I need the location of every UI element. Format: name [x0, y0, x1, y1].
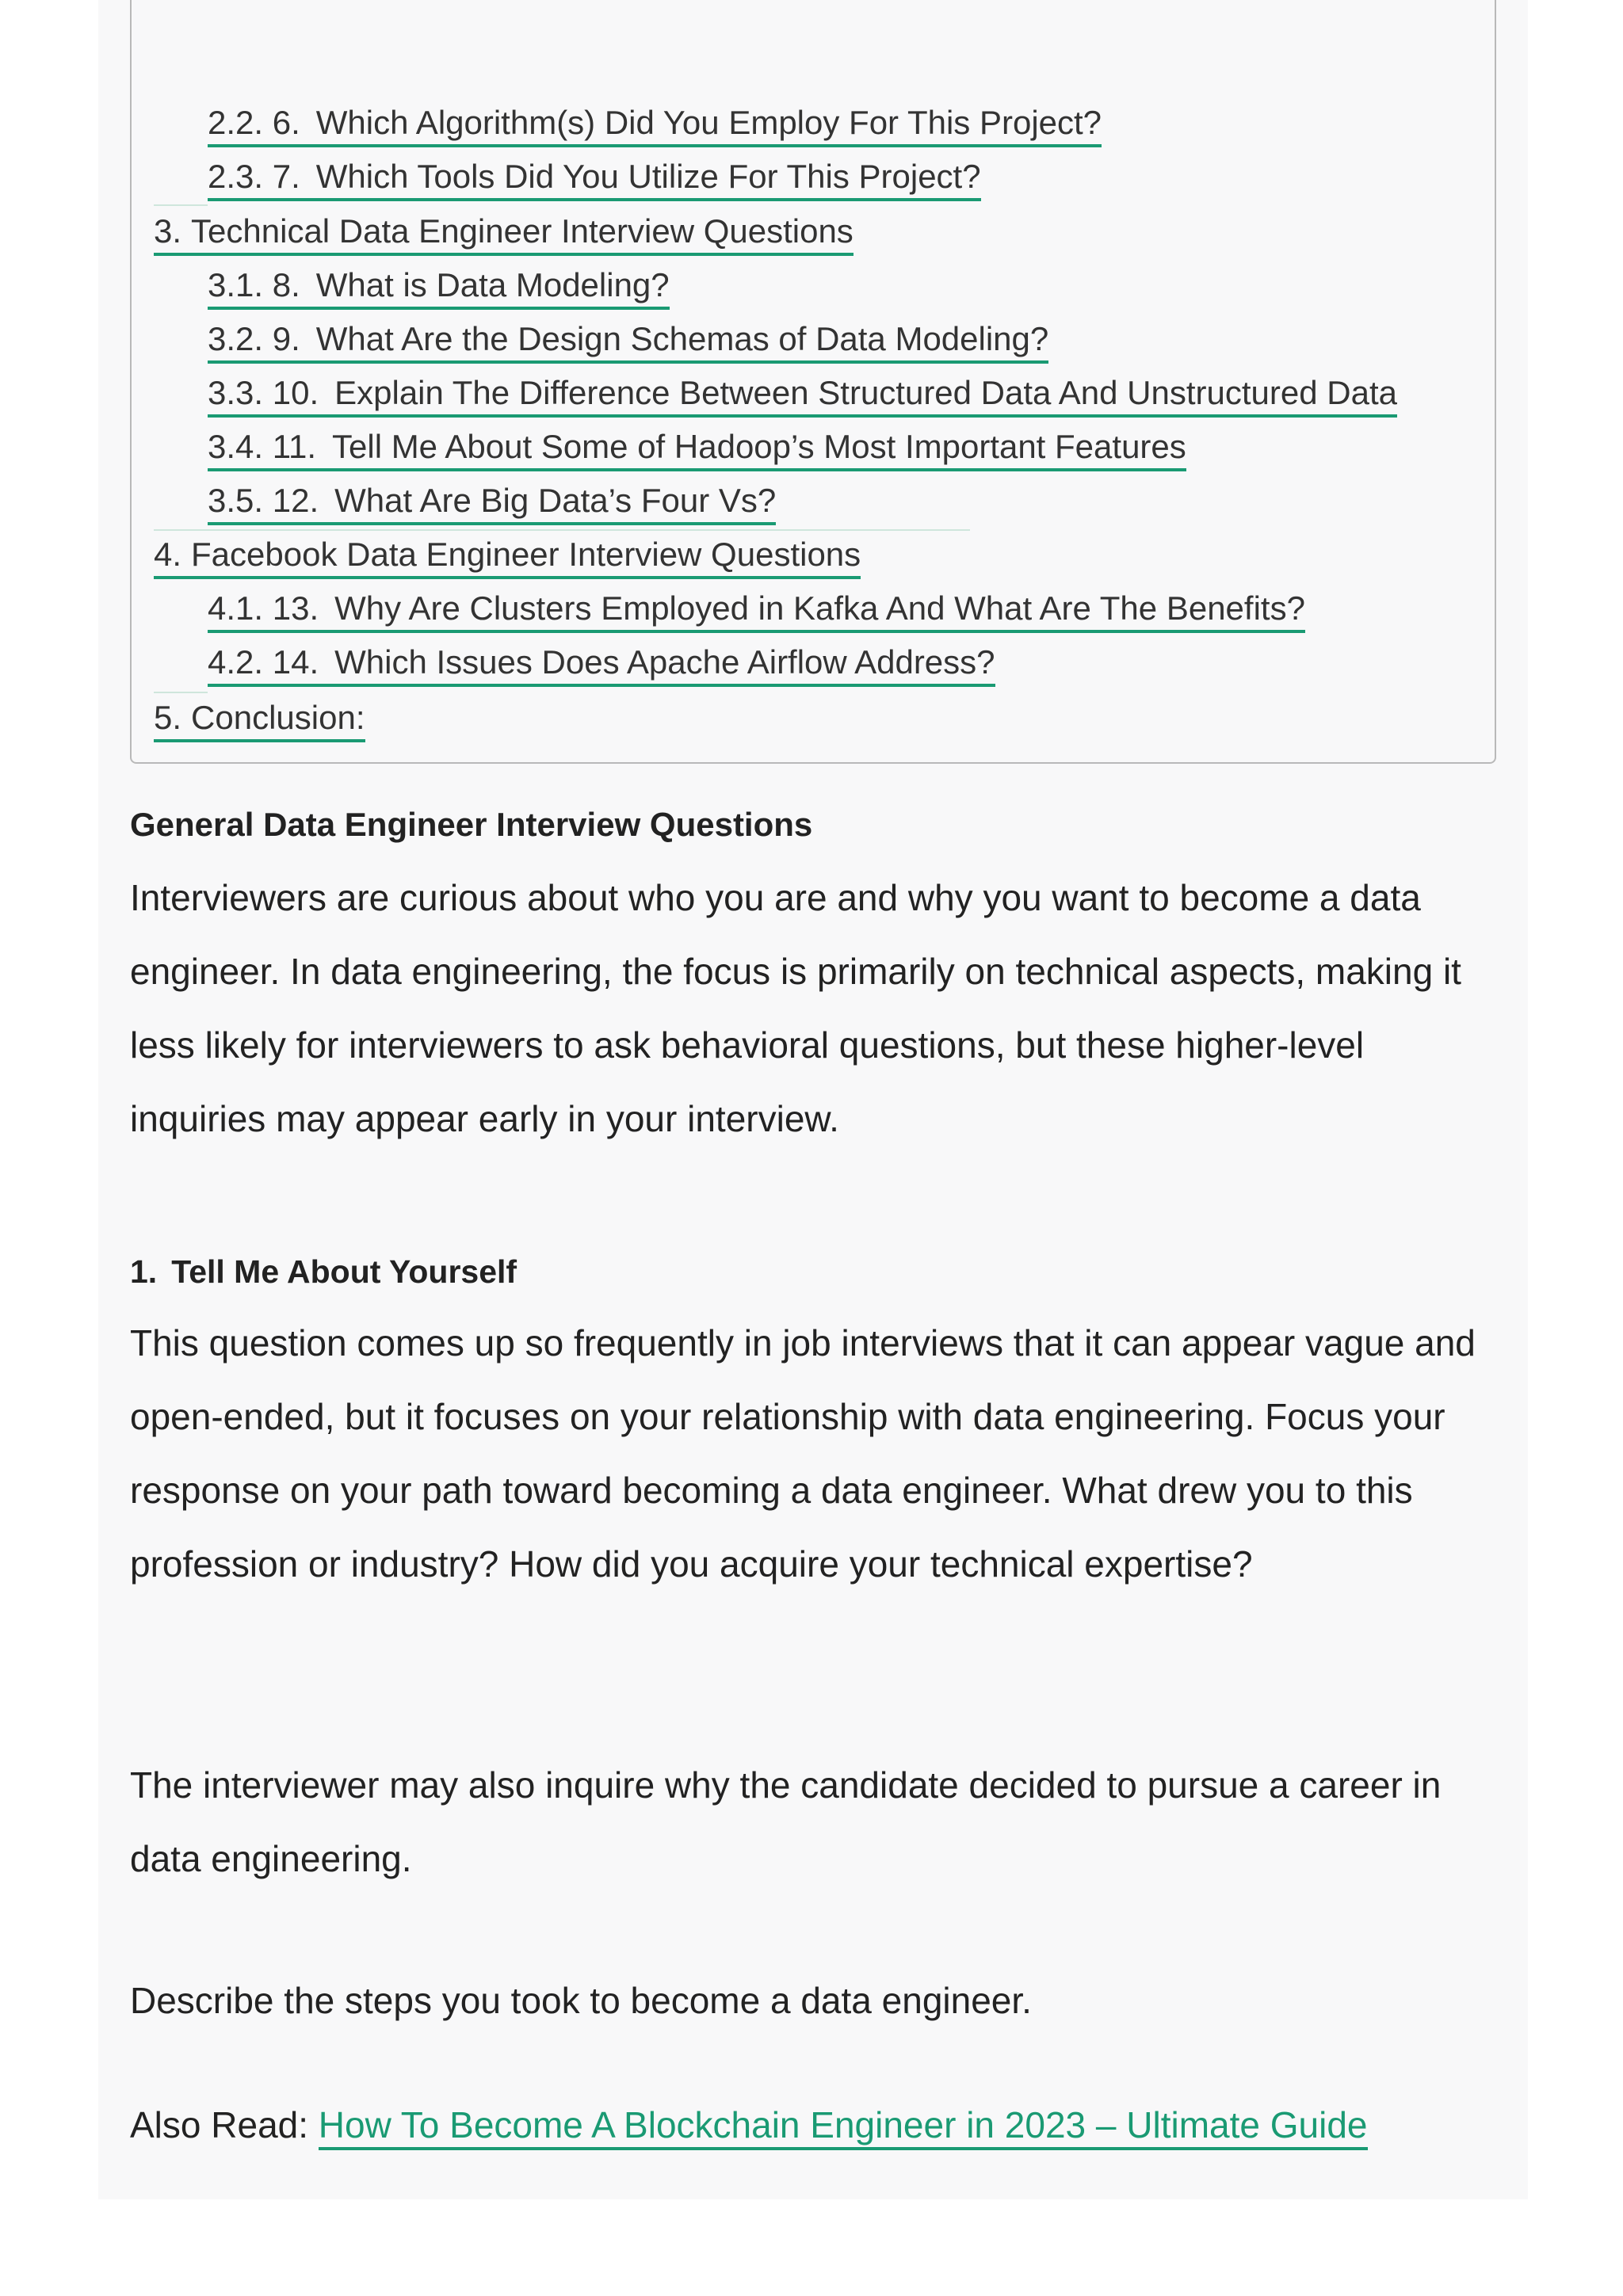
intro-paragraph: Interviewers are curious about who you are and why you want to become a data engineer. In data engineering, the focus is primarily on technical aspects, making it less likely for interviewers to ask behavioral questions, but these higher-level inquiries may appear early in your interview. — [130, 877, 1461, 1139]
toc-item-number: 2.3. 7. — [208, 158, 300, 195]
toc-separator — [154, 204, 208, 206]
toc-item-5[interactable] — [154, 701, 365, 742]
toc-item-label: What Are the Design Schemas of Data Modeling? — [315, 320, 1049, 357]
toc-item-label: Which Issues Does Apache Airflow Address? — [334, 643, 995, 681]
toc-item-number: 2.2. 6. — [208, 104, 300, 141]
toc-item-label: Which Tools Did You Utilize For This Project? — [315, 158, 981, 195]
toc-item-4-1-13[interactable] — [208, 589, 1305, 633]
toc-item-number: 3.5. 12. — [208, 482, 319, 519]
toc-item-number: 3.2. 9. — [208, 320, 300, 357]
toc-item-3-4-11[interactable] — [208, 430, 1186, 471]
toc-item-label: Explain The Difference Between Structured Data And Unstructured Data — [334, 374, 1397, 411]
answer-paragraph: The interviewer may also inquire why the candidate decided to pursue a career in data engineering. — [130, 1764, 1442, 1879]
toc-item-2-3-7[interactable] — [208, 160, 981, 201]
toc-item-number: 3.3. 10. — [208, 374, 319, 411]
toc-item-3[interactable] — [154, 212, 854, 256]
toc-separator — [154, 692, 208, 693]
toc-item-3-3-10[interactable] — [208, 376, 1397, 418]
table-of-contents — [130, 0, 1496, 764]
also-read-prefix: Also Read: — [130, 2104, 309, 2145]
toc-item-number: 5. — [154, 699, 182, 736]
toc-item-label: Technical Data Engineer Interview Questions — [191, 212, 854, 250]
toc-item-number: 4.1. 13. — [208, 589, 319, 627]
also-read — [130, 2101, 1368, 2149]
answer-paragraph: Describe the steps you took to become a data engineer. — [130, 1980, 1032, 2021]
toc-item-number: 4. — [154, 536, 182, 573]
toc-item-4[interactable] — [154, 538, 861, 579]
toc-item-2-2-6[interactable] — [208, 106, 1102, 147]
toc-item-4-2-14[interactable] — [208, 643, 995, 687]
answer-paragraph: This question comes up so frequently in job interviews that it can appear vague and open-ended, but it focuses on your relationship with data engineering. Focus your response on your path toward becoming a data engineer. What drew you to this profession or industry? How did you acquire your technical expertise? — [130, 1322, 1476, 1585]
question-number: 1. — [130, 1253, 158, 1290]
toc-item-3-1-8[interactable] — [208, 266, 670, 310]
toc-item-label: Conclusion: — [191, 699, 365, 736]
toc-item-number: 3.1. 8. — [208, 266, 300, 303]
question-heading — [130, 1253, 517, 1290]
toc-item-label: What is Data Modeling? — [315, 266, 670, 303]
also-read-link[interactable]: How To Become A Blockchain Engineer in 2023 – Ultimate Guide — [319, 2104, 1368, 2150]
toc-item-3-2-9[interactable] — [208, 322, 1048, 364]
toc-item-label: What Are Big Data’s Four Vs? — [334, 482, 777, 519]
toc-item-label: Tell Me About Some of Hadoop’s Most Important Features — [332, 428, 1186, 465]
toc-item-number: 3. — [154, 212, 182, 250]
toc-separator — [154, 529, 970, 531]
toc-item-label: Which Algorithm(s) Did You Employ For This Project? — [315, 104, 1102, 141]
section-heading: General Data Engineer Interview Questions — [130, 806, 813, 843]
toc-item-3-5-12[interactable] — [208, 484, 776, 525]
toc-item-number: 3.4. 11. — [208, 428, 316, 465]
toc-item-number: 4.2. 14. — [208, 643, 319, 681]
toc-item-label: Facebook Data Engineer Interview Questions — [191, 536, 861, 573]
toc-item-label: Why Are Clusters Employed in Kafka And What Are The Benefits? — [334, 589, 1305, 627]
question-title: Tell Me About Yourself — [171, 1253, 517, 1290]
